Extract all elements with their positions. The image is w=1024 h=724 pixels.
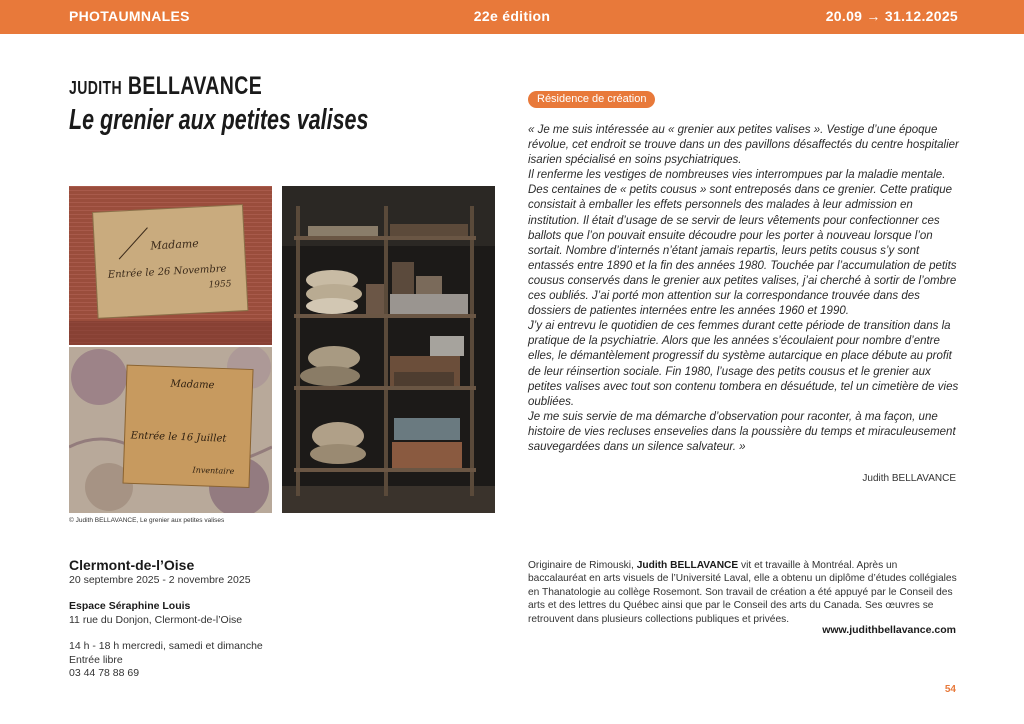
header-festival-name: PHOTAUMNALES [69, 8, 190, 24]
photo-label-2 [69, 347, 272, 513]
event-practical-info [69, 640, 263, 681]
artist-first-name: JUDITH [69, 78, 123, 98]
svg-text:Entrée le 26 Novembre: Entrée le 26 Novembre [107, 263, 227, 281]
bio-artist-name: Judith BELLAVANCE [636, 560, 739, 571]
residency-badge: Résidence de création [528, 91, 655, 108]
artist-quote [528, 123, 960, 455]
quote-paragraph: Il renferme les vestiges de nombreuses vies interrompues par la maladie mentale. Des centaines de « petits cousus » sont entreposés dans ce grenier. Cette pratique consistait à emballer les effets personnels des malades à leur admission en institution. Il était d’usage de se servir de leurs vêtements pour confectionner ces ballots que l’on pouvait ensuite découdre pour les porter à nouveau lorsque l’on sortait. Nombre d’internés n’étant jamais repartis, leurs petits cousus s’y sont entassés entre 1890 et la fin des années 1980. Touchée par l’accumulation de petits cousus conservés dans le grenier aux petites valises, j’ai cherché à sortir de l’ombre ces oubliés. J’ai porté mon attention sur la correspondance trouvée dans des dossiers de patientes internées entre les années 1960 et 1990. [528, 169, 957, 318]
artist-name [69, 72, 262, 101]
quote-paragraph: Je me suis servie de ma démarche d’observation pour raconter, à ma façon, une histoire de vies recluses ensevelies dans la poussière du temps et miraculeusement sauvegardées dans un silence salvateur. » [528, 410, 956, 453]
artist-website-link[interactable]: www.judithbellavance.com [822, 624, 956, 636]
event-hours: 14 h - 18 h mercredi, samedi et dimanche [69, 640, 263, 652]
svg-text:Entrée le 16 Juillet: Entrée le 16 Juillet [130, 430, 227, 445]
event-entry: Entrée libre [69, 653, 123, 666]
svg-text:Madame: Madame [170, 378, 215, 392]
quote-paragraph: J’y ai entrevu le quotidien de ces femmes durant cette période de transition dans la pratique de la psychiatrie. Alors que les années s’écoulaient pour nombre d’entre elles, le démantèlement progressif du système autarcique en place débute au profit de leur réinsertion sociale. Fin 1980, l’usage des petits cousus et le grenier aux petites valises avec tout son contenu tombera en désuétude, tel un cimetière de vies oubliées. [528, 320, 959, 408]
bio-intro: Originaire de Rimouski, [528, 560, 637, 571]
event-phone: 03 44 78 88 69 [69, 667, 140, 679]
event-venue: Espace Séraphine Louis [69, 600, 191, 612]
svg-text:1955: 1955 [208, 279, 232, 291]
artist-last-name: BELLAVANCE [127, 72, 263, 100]
page-number: 54 [944, 684, 956, 695]
header-dates: 20.09 → 31.12.2025 [825, 8, 958, 24]
photo-shelves [282, 186, 495, 513]
photo-caption: © Judith BELLAVANCE, Le grenier aux petites valises [69, 517, 225, 524]
photo-label-1 [69, 186, 272, 345]
header-bar [0, 0, 1024, 34]
header-edition: 22e édition [473, 8, 551, 24]
quote-paragraph: « Je me suis intéressée au « grenier aux petites valises ». Vestige d’une époque révolue, cet endroit se trouve dans un des pavillons désaffectés du centre hospitalier isarien spécialisé en soins psychiatriques. [528, 124, 959, 167]
event-dates: 20 septembre 2025 - 2 novembre 2025 [69, 574, 251, 586]
event-address: 11 rue du Donjon, Clermont-de-l’Oise [69, 614, 243, 626]
svg-text:Madame: Madame [150, 236, 200, 253]
bio-text: vit et travaille à Montréal. Après un baccalauréat en arts visuels de l’Université Laval, elle a obtenu un diplôme d’études collégiales en Thanatologie au collège Rosemont. Son travail de création a été appuyé par le Conseil des arts et des lettres du Québec ainsi que par le Conseil des arts du Canada. Ses œuvres se retrouvent dans plusieurs collections publiques et privées. [528, 560, 957, 625]
event-city: Clermont-de-l’Oise [69, 557, 195, 573]
quote-signature: Judith BELLAVANCE [862, 473, 956, 484]
svg-text:Inventaire: Inventaire [192, 465, 235, 476]
artist-bio [528, 559, 958, 626]
work-title: Le grenier aux petites valises [69, 104, 369, 136]
